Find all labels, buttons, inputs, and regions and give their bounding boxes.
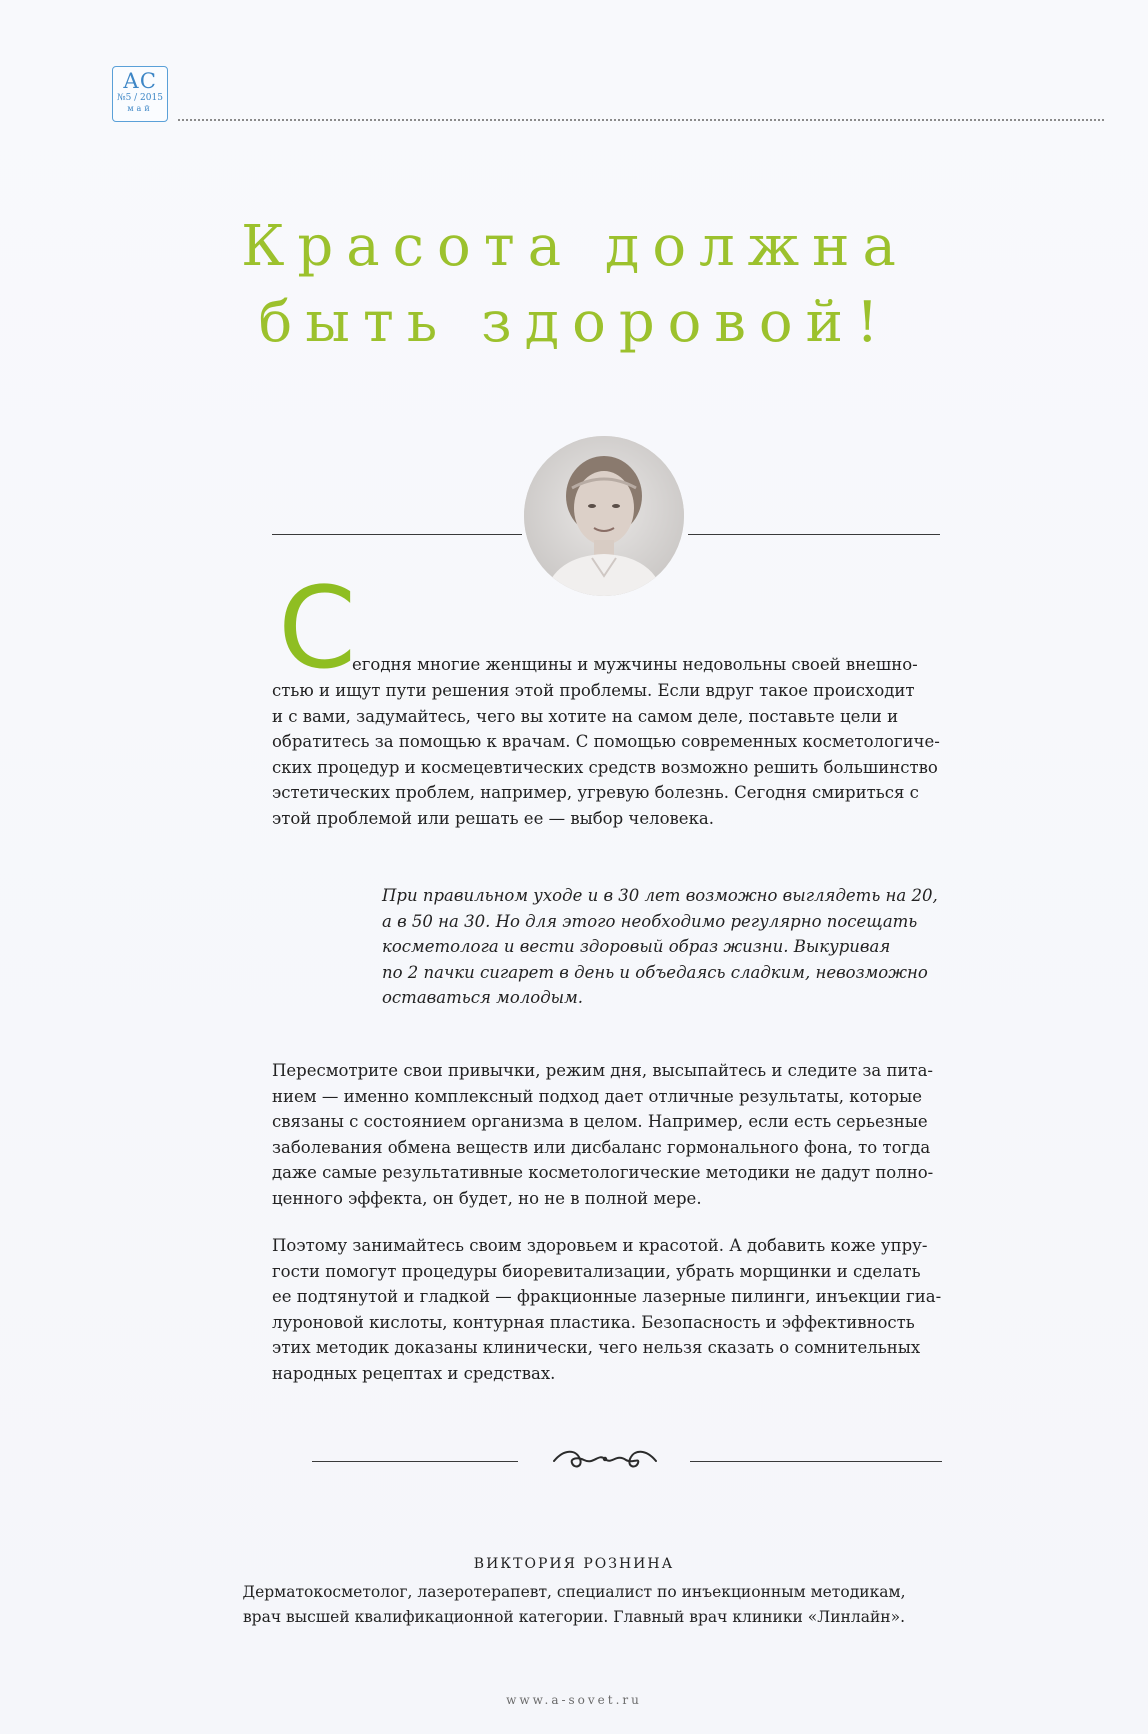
- text-line: гости помогут процедуры биоревитализации, убрать морщинки и сделать: [272, 1261, 921, 1281]
- dropcap-letter: С: [278, 564, 357, 694]
- flourish-ornament-icon: [550, 1445, 660, 1475]
- ornament-rule-right: [690, 1461, 942, 1462]
- text-line: егодня многие женщины и мужчины недовольны своей внешно-: [352, 655, 918, 674]
- quote-line: косметолога и вести здоровый образ жизни. Выкуривая: [382, 937, 891, 956]
- header-dotted-rule: [178, 119, 1104, 121]
- logo-letters: АС: [123, 69, 157, 93]
- text-line: обратитесь за помощью к врачам. С помощью современных косметологиче-: [272, 732, 940, 751]
- pull-quote: [382, 883, 938, 1011]
- magazine-logo: [112, 66, 168, 122]
- text-line: народных рецептах и средствах.: [272, 1363, 556, 1383]
- quote-line: а в 50 на 30. Но для этого необходимо регулярно посещать: [382, 911, 918, 931]
- quote-line: При правильном уходе и в 30 лет возможно выглядеть на 20,: [382, 886, 938, 905]
- footer-url: www.a-sovet.ru: [506, 1693, 642, 1707]
- text-line: этой проблемой или решать ее — выбор человека.: [272, 808, 714, 828]
- text-line: стью и ищут пути решения этой проблемы. Если вдруг такое происходит: [272, 681, 915, 700]
- quote-line: оставаться молодым.: [382, 988, 584, 1007]
- text-line: эстетических проблем, например, угревую болезнь. Сегодня смириться с: [272, 783, 919, 802]
- text-line: Поэтому занимайтесь своим здоровьем и красотой. А добавить коже упру-: [272, 1236, 928, 1255]
- second-paragraph: [272, 1058, 934, 1211]
- quote-line: по 2 пачки сигарет в день и объедаясь сладким, невозможно: [382, 962, 928, 982]
- author-desc-line: врач высшей квалификационной категории. Главный врач клиники «Линлайн».: [242, 1608, 906, 1626]
- text-line: и с вами, задумайтесь, чего вы хотите на самом деле, поставьте цели и: [272, 706, 899, 726]
- article-title-line-1: Красота должна: [241, 214, 909, 279]
- text-line: луроновой кислоты, контурная пластика. Безопасность и эффективность: [272, 1312, 915, 1332]
- ornament-rule-left: [312, 1461, 518, 1462]
- logo-issue: №5 / 2015: [117, 93, 163, 103]
- text-line: Пересмотрите свои привычки, режим дня, высыпайтесь и следите за пита-: [272, 1061, 933, 1080]
- text-line: ских процедур и космецевтических средств возможно решить большинство: [272, 757, 938, 777]
- text-line: даже самые результативные косметологические методики не дадут полно-: [272, 1163, 934, 1182]
- divider-right: [688, 534, 940, 535]
- author-desc-line: Дерматокосметолог, лазеротерапевт, специалист по инъекционным методикам,: [242, 1583, 906, 1601]
- intro-paragraph: [272, 678, 940, 831]
- text-line: заболевания обмена веществ или дисбаланс гормонального фона, то тогда: [272, 1137, 931, 1157]
- divider-left: [272, 534, 522, 535]
- text-line: этих методик доказаны клинически, чего нельзя сказать о сомнительных: [272, 1338, 921, 1357]
- author-portrait: [524, 436, 684, 596]
- text-line: ценного эффекта, он будет, но не в полной мере.: [272, 1188, 702, 1208]
- portrait-image: [524, 436, 684, 596]
- logo-month: май: [127, 104, 153, 113]
- text-line: нием — именно комплексный подход дает отличные результаты, которые: [272, 1086, 923, 1106]
- article-title-line-2: быть здоровой!: [258, 290, 892, 355]
- intro-first-line: [352, 652, 952, 678]
- text-line: ее подтянутой и гладкой — фракционные лазерные пилинги, инъекции гиа-: [272, 1287, 942, 1306]
- text-line: связаны с состоянием организма в целом. Например, если есть серьезные: [272, 1112, 928, 1131]
- author-name: ВИКТОРИЯ РОЗНИНА: [473, 1556, 675, 1572]
- author-description: [200, 1580, 948, 1630]
- third-paragraph: [272, 1233, 942, 1386]
